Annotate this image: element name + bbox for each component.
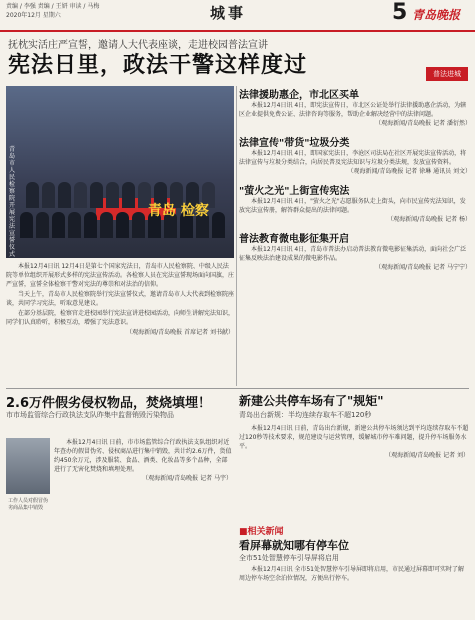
byline: （观海新闻/青岛晚报 记者 刘） <box>385 452 469 459</box>
brief-text: 本报12月4日讯 4日，即国家宪法日，李沧区司法局在社区开展宪法宣传活动，将法律宣传与垃圾分类结合，向居民普及宪法知识与垃圾分类法规，发放宣传资料。 <box>239 150 467 166</box>
paragraph: 本报12月4日讯 12月4日是第七个国家宪法日，青岛市人民检察院、中级人民法院等单位组织开展形式多样的宪法宣传活动。各检察人员在宪法宣誓现场面向国旗，庄严宣誓，宣誓全体检察干警对宪法的尊崇和对法治的信仰。 <box>6 263 235 288</box>
byline: （观海新闻/青岛晚报 记者 马宇） <box>142 475 232 482</box>
person-figure <box>74 182 87 208</box>
header-meta <box>6 2 99 20</box>
page-header <box>0 0 475 32</box>
brief-byline: （观海新闻/青岛晚报 记者 潘衍然） <box>375 120 471 127</box>
photo-caption: 工作人员对假冒伪劣商品集中销毁 <box>8 498 49 511</box>
paragraph: 当天上午，青岛市人民检察院举行宪法宣誓仪式，邀请青岛市人大代表到检察院座谈，共同学习宪法，听取意见建议。 <box>6 291 235 307</box>
section-divider <box>6 388 469 389</box>
brief-title: "萤火之光"上街宣传宪法 <box>239 186 350 197</box>
brief-title: 法律宣传"带货"垃圾分类 <box>239 138 350 149</box>
person-figure <box>58 182 71 208</box>
person-figure <box>122 182 135 208</box>
paragraph: 本报12月4日讯 日前，青岛出台新规，新建公共停车场须达到平均连续存取车不超过120秒等技术要求，规范建设与运营管理，缓解城市停车难问题，提升停车场服务水平。 <box>239 425 469 450</box>
header-meta-line: 责编 / 李强 责编 / 王妍 审读 / 马梅 <box>6 3 100 10</box>
related-body <box>239 565 469 583</box>
article-body <box>239 424 469 460</box>
section-title: 城事 <box>210 4 247 22</box>
person-figure <box>212 212 225 238</box>
newspaper-logo: 青岛晚报 <box>412 8 461 22</box>
person-figure <box>106 182 119 208</box>
brief-item <box>239 230 471 272</box>
person-figure <box>36 212 49 238</box>
person-figure <box>52 212 65 238</box>
news-briefs <box>239 86 471 386</box>
headline: 宪法日里，政法干警这样度过 <box>8 52 308 78</box>
person-figure <box>90 182 103 208</box>
article-subtitle: 市市场监管综合行政执法支队昨集中监督销毁污染物品 <box>6 411 174 419</box>
article-title: 2.6万件假劣侵权物品，焚烧填埋！ <box>6 396 212 411</box>
paragraph: 本报12月4日讯 日前，市市场监管综合行政执法支队组织对近年查办的假冒伪劣、侵权商品进行集中销毁，共计约2.6万件，货值约450余万元，涉及服装、食品、酒类、化妆品等多个品种，全部进行了无害化焚烧和填埋处理。 <box>54 439 232 473</box>
page-number: 5 <box>392 0 408 25</box>
article-photo <box>6 438 50 494</box>
paragraph: 在部分基层院，检察官走进校园举行宪法宣讲进校园活动，向师生讲解宪法知识，同学们认真聆听，积极互动，增强了宪法意识。 <box>6 310 235 326</box>
brief-item <box>239 134 471 176</box>
header-meta-line: 2020年12月 星期六 <box>6 12 61 19</box>
person-figure <box>26 182 39 208</box>
person-figure <box>20 212 33 238</box>
brief-byline: （观海新闻/青岛晚报 记者 马宁宁） <box>375 264 471 271</box>
article-body <box>6 262 234 338</box>
brief-text: 本报12月4日讯 4日，即宪法宣传日，市北区公证处举行法律援助惠企活动，为辖区企业提供免费公证、法律咨询等服务，帮助企业解决经营中的法律问题。 <box>239 102 467 118</box>
brief-byline: （观海新闻/青岛晚报 记者 杨） <box>387 216 471 223</box>
person-figure <box>100 212 113 238</box>
brief-item <box>239 86 471 128</box>
paragraph: 本报12月4日讯 全市51处智慧停车引导屏即将启用，市民通过屏幕即可实时了解周边停车场空余泊位情况，方便出行停车。 <box>239 566 464 582</box>
brief-byline: （观海新闻/青岛晚报 记者 徐琳 通讯员 刘文） <box>347 168 471 175</box>
person-figure <box>42 182 55 208</box>
byline: （观海新闻/青岛晚报 首席记者 刘书献） <box>126 329 234 336</box>
brief-text: 本报12月4日讯 4日，"萤火之光"志愿服务队走上街头，向市民宣传宪法知识，发放宪法宣传册，解答群众提出的法律问题。 <box>239 198 466 214</box>
person-figure <box>84 212 97 238</box>
brief-text: 本报12月4日讯 4日，青岛市普法办启动普法教育微电影征集活动，面向社会广泛征集反映法治建设成果的微电影作品。 <box>239 246 467 262</box>
article-body <box>54 438 232 483</box>
photo-overlay-text: 青岛 检察 <box>148 203 209 219</box>
brief-title: 法律援助惠企，市北区买单 <box>239 90 359 101</box>
kicker: 抚枕实活庄严宣誓，邀请人大代表座谈，走进校园普法宣讲 <box>8 40 268 51</box>
person-figure <box>68 212 81 238</box>
column-badge: 普法进城 <box>426 67 468 81</box>
related-news-label: ■相关新闻 <box>239 527 284 537</box>
related-subtitle: 全市51处智慧停车引导屏将启用 <box>239 554 339 562</box>
article-title: 新建公共停车场有了"规矩" <box>239 394 384 408</box>
brief-title: 普法教育微电影征集开启 <box>239 234 349 245</box>
brief-item <box>239 182 471 224</box>
person-figure <box>116 212 129 238</box>
related-title: 看屏幕就知哪有停车位 <box>239 539 349 552</box>
main-photo <box>6 86 234 258</box>
photo-vertical-caption: 青岛市人民检察院开展宪法宣誓仪式 <box>9 146 16 258</box>
person-figure <box>132 212 145 238</box>
column-divider <box>236 86 237 386</box>
article-subtitle: 青岛出台新规：半均连续存取车不超120秒 <box>239 411 372 419</box>
